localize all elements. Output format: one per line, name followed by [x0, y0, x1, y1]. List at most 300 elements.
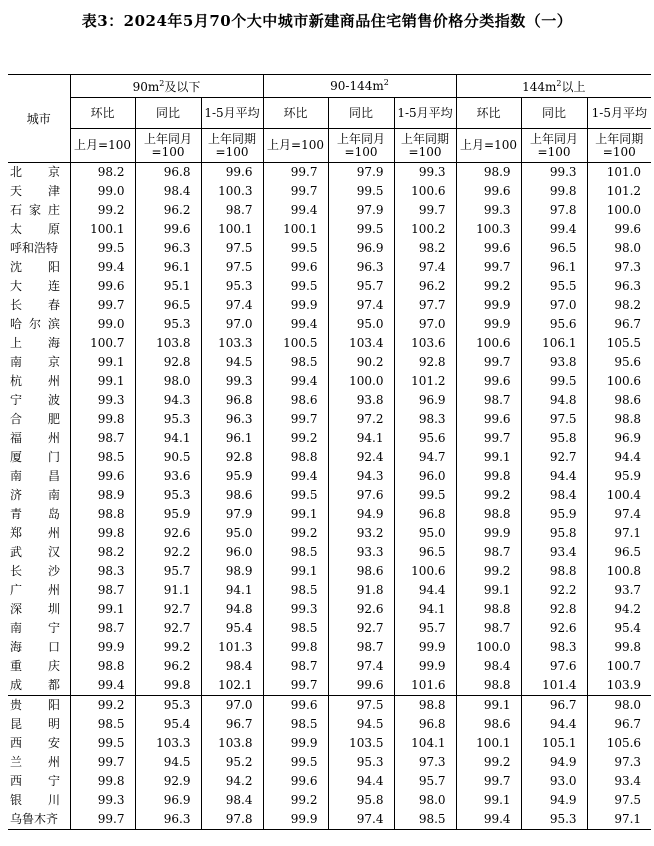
index-value-cell: 92.7 — [135, 619, 201, 638]
city-name: 杭 州 — [10, 374, 60, 388]
city-cell — [8, 372, 70, 391]
index-value-cell: 98.7 — [456, 391, 521, 410]
index-value-cell: 100.7 — [70, 334, 135, 353]
index-value-cell: 100.6 — [394, 562, 456, 581]
index-value-cell: 95.3 — [135, 486, 201, 505]
index-value-cell: 99.5 — [263, 753, 328, 772]
index-value-cell: 98.3 — [70, 562, 135, 581]
index-value-cell: 101.6 — [394, 676, 456, 696]
index-value-cell: 99.1 — [70, 372, 135, 391]
index-value-cell: 98.3 — [394, 410, 456, 429]
city-cell — [8, 429, 70, 448]
index-value-cell: 105.5 — [587, 334, 651, 353]
index-value-cell: 99.3 — [263, 600, 328, 619]
table-row — [8, 543, 651, 562]
index-value-cell: 99.7 — [70, 753, 135, 772]
index-value-cell: 95.3 — [135, 315, 201, 334]
index-value-cell: 99.1 — [70, 600, 135, 619]
metric-header: 1-5月平均 — [201, 98, 263, 129]
index-value-cell: 99.7 — [263, 676, 328, 696]
index-value-cell: 96.9 — [328, 239, 394, 258]
index-value-cell: 99.9 — [263, 296, 328, 315]
base-header: 上月=100 — [70, 129, 135, 163]
table-row — [8, 676, 651, 696]
index-value-cell: 100.1 — [201, 220, 263, 239]
index-value-cell: 103.6 — [394, 334, 456, 353]
city-name: 兰 州 — [10, 755, 60, 769]
index-value-cell: 93.4 — [521, 543, 587, 562]
base-header: 上年同期=100 — [201, 129, 263, 163]
table-row — [8, 638, 651, 657]
index-value-cell: 97.6 — [521, 657, 587, 676]
city-cell — [8, 562, 70, 581]
index-value-cell: 99.9 — [456, 315, 521, 334]
table-row — [8, 429, 651, 448]
index-value-cell: 93.8 — [521, 353, 587, 372]
index-value-cell: 99.6 — [263, 696, 328, 716]
table-row — [8, 505, 651, 524]
index-value-cell: 97.4 — [394, 258, 456, 277]
index-value-cell: 99.6 — [263, 772, 328, 791]
index-value-cell: 98.4 — [521, 486, 587, 505]
city-cell — [8, 543, 70, 562]
metric-header: 同比 — [328, 98, 394, 129]
index-value-cell: 97.5 — [587, 791, 651, 810]
table-row — [8, 372, 651, 391]
index-value-cell: 97.4 — [328, 810, 394, 830]
index-value-cell: 104.1 — [394, 734, 456, 753]
index-value-cell: 97.9 — [201, 505, 263, 524]
index-value-cell: 100.0 — [328, 372, 394, 391]
index-value-cell: 99.7 — [263, 410, 328, 429]
table-row — [8, 791, 651, 810]
index-value-cell: 99.2 — [456, 562, 521, 581]
size-group-base: 90-144m — [330, 79, 384, 93]
size-group-header — [70, 75, 263, 98]
index-value-cell: 94.9 — [521, 791, 587, 810]
index-value-cell: 98.2 — [394, 239, 456, 258]
index-value-cell: 93.3 — [328, 543, 394, 562]
index-value-cell: 99.5 — [394, 486, 456, 505]
index-value-cell: 94.4 — [394, 581, 456, 600]
table-row — [8, 619, 651, 638]
city-cell — [8, 334, 70, 353]
index-value-cell: 95.4 — [135, 715, 201, 734]
index-value-cell: 99.6 — [456, 410, 521, 429]
index-value-cell: 95.8 — [521, 429, 587, 448]
index-value-cell: 94.4 — [587, 448, 651, 467]
index-value-cell: 100.2 — [394, 220, 456, 239]
index-value-cell: 97.8 — [521, 201, 587, 220]
index-value-cell: 96.1 — [201, 429, 263, 448]
index-value-cell: 100.1 — [456, 734, 521, 753]
index-value-cell: 99.5 — [263, 277, 328, 296]
index-value-cell: 99.7 — [456, 353, 521, 372]
table-row — [8, 391, 651, 410]
index-value-cell: 96.2 — [135, 657, 201, 676]
index-value-cell: 98.8 — [521, 562, 587, 581]
city-cell — [8, 239, 70, 258]
index-value-cell: 99.3 — [394, 163, 456, 183]
base-header: 上月=100 — [263, 129, 328, 163]
index-value-cell: 97.5 — [201, 258, 263, 277]
table-row — [8, 467, 651, 486]
size-group-exponent: 2 — [159, 78, 165, 88]
city-name: 石 家 庄 — [10, 203, 60, 217]
index-value-cell: 98.9 — [201, 562, 263, 581]
city-cell — [8, 619, 70, 638]
table-row — [8, 524, 651, 543]
index-value-cell: 99.2 — [70, 201, 135, 220]
index-value-cell: 92.2 — [135, 543, 201, 562]
index-value-cell: 97.4 — [328, 657, 394, 676]
index-value-cell: 98.8 — [263, 448, 328, 467]
index-value-cell: 93.0 — [521, 772, 587, 791]
city-cell — [8, 448, 70, 467]
city-cell — [8, 201, 70, 220]
index-value-cell: 99.6 — [263, 258, 328, 277]
index-value-cell: 92.6 — [521, 619, 587, 638]
index-value-cell: 93.7 — [587, 581, 651, 600]
index-value-cell: 96.5 — [587, 543, 651, 562]
index-value-cell: 99.1 — [456, 581, 521, 600]
city-name: 西 宁 — [10, 774, 60, 788]
index-value-cell: 99.2 — [263, 791, 328, 810]
index-value-cell: 103.9 — [587, 676, 651, 696]
index-value-cell: 98.4 — [201, 791, 263, 810]
city-name: 长 沙 — [10, 564, 60, 578]
index-value-cell: 95.6 — [521, 315, 587, 334]
index-value-cell: 99.9 — [263, 810, 328, 830]
index-value-cell: 99.3 — [70, 791, 135, 810]
index-value-cell: 95.7 — [394, 772, 456, 791]
city-cell — [8, 715, 70, 734]
index-value-cell: 92.7 — [521, 448, 587, 467]
index-value-cell: 95.3 — [201, 277, 263, 296]
index-value-cell: 94.5 — [135, 753, 201, 772]
index-value-cell: 96.5 — [521, 239, 587, 258]
table-row — [8, 201, 651, 220]
index-value-cell: 98.5 — [263, 581, 328, 600]
index-value-cell: 92.7 — [328, 619, 394, 638]
city-name: 乌鲁木齐 — [10, 812, 59, 826]
size-group-suffix: 以上 — [561, 79, 586, 94]
index-value-cell: 94.9 — [521, 753, 587, 772]
index-value-cell: 98.7 — [328, 638, 394, 657]
size-group-base: 144m — [522, 79, 557, 94]
index-value-cell: 95.4 — [201, 619, 263, 638]
index-value-cell: 96.0 — [201, 543, 263, 562]
base-header: 上年同期=100 — [394, 129, 456, 163]
city-name: 武 汉 — [10, 545, 60, 559]
page-title: 表3：2024年5月70个大中城市新建商品住宅销售价格分类指数（一） — [81, 12, 573, 30]
index-value-cell: 99.6 — [135, 220, 201, 239]
city-name: 青 岛 — [10, 507, 60, 521]
city-cell — [8, 182, 70, 201]
index-value-cell: 93.6 — [135, 467, 201, 486]
city-name: 济 南 — [10, 488, 60, 502]
city-cell — [8, 258, 70, 277]
index-value-cell: 94.5 — [201, 353, 263, 372]
index-value-cell: 99.9 — [456, 524, 521, 543]
city-cell — [8, 505, 70, 524]
index-value-cell: 92.8 — [135, 353, 201, 372]
base-header: 上年同月=100 — [135, 129, 201, 163]
index-value-cell: 99.6 — [456, 182, 521, 201]
index-value-cell: 94.7 — [394, 448, 456, 467]
index-value-cell: 98.5 — [70, 715, 135, 734]
index-value-cell: 99.6 — [456, 239, 521, 258]
index-value-cell: 94.1 — [135, 429, 201, 448]
index-value-cell: 99.7 — [394, 201, 456, 220]
index-value-cell: 100.7 — [587, 657, 651, 676]
city-cell — [8, 581, 70, 600]
index-value-cell: 92.8 — [201, 448, 263, 467]
index-value-cell: 99.4 — [70, 258, 135, 277]
index-value-cell: 98.0 — [135, 372, 201, 391]
city-name: 郑 州 — [10, 526, 60, 540]
index-value-cell: 97.0 — [394, 315, 456, 334]
index-value-cell: 103.4 — [328, 334, 394, 353]
index-value-cell: 94.3 — [328, 467, 394, 486]
index-value-cell: 94.1 — [394, 600, 456, 619]
index-value-cell: 94.3 — [135, 391, 201, 410]
index-value-cell: 97.5 — [521, 410, 587, 429]
table-row — [8, 258, 651, 277]
index-value-cell: 97.0 — [521, 296, 587, 315]
index-value-cell: 101.3 — [201, 638, 263, 657]
index-value-cell: 94.1 — [201, 581, 263, 600]
index-value-cell: 95.6 — [587, 353, 651, 372]
index-value-cell: 94.4 — [328, 772, 394, 791]
index-value-cell: 100.3 — [201, 182, 263, 201]
index-value-cell: 97.5 — [201, 239, 263, 258]
metric-header: 1-5月平均 — [394, 98, 456, 129]
index-value-cell: 99.8 — [521, 182, 587, 201]
city-name: 海 口 — [10, 640, 60, 654]
index-value-cell: 99.1 — [456, 696, 521, 716]
index-value-cell: 99.1 — [70, 353, 135, 372]
index-value-cell: 99.6 — [587, 220, 651, 239]
index-value-cell: 98.8 — [456, 676, 521, 696]
metric-header: 1-5月平均 — [587, 98, 651, 129]
index-value-cell: 95.4 — [587, 619, 651, 638]
index-value-cell: 96.2 — [135, 201, 201, 220]
index-value-cell: 98.7 — [70, 581, 135, 600]
index-value-cell: 99.5 — [263, 486, 328, 505]
city-cell — [8, 524, 70, 543]
city-cell — [8, 753, 70, 772]
index-value-cell: 95.2 — [201, 753, 263, 772]
city-name: 天 津 — [10, 184, 60, 198]
index-value-cell: 97.8 — [201, 810, 263, 830]
table-row — [8, 220, 651, 239]
index-value-cell: 98.7 — [456, 543, 521, 562]
index-value-cell: 103.3 — [201, 334, 263, 353]
index-value-cell: 98.5 — [394, 810, 456, 830]
index-value-cell: 95.0 — [201, 524, 263, 543]
index-value-cell: 99.4 — [521, 220, 587, 239]
city-cell — [8, 696, 70, 716]
city-name: 南 宁 — [10, 621, 60, 635]
index-value-cell: 99.9 — [263, 734, 328, 753]
index-value-cell: 99.7 — [456, 258, 521, 277]
index-value-cell: 99.3 — [201, 372, 263, 391]
index-value-cell: 99.8 — [263, 638, 328, 657]
index-value-cell: 98.8 — [456, 600, 521, 619]
index-value-cell: 98.8 — [456, 505, 521, 524]
index-value-cell: 95.9 — [135, 505, 201, 524]
index-value-cell: 98.0 — [587, 696, 651, 716]
index-value-cell: 96.0 — [394, 467, 456, 486]
city-name: 广 州 — [10, 583, 60, 597]
city-cell — [8, 638, 70, 657]
index-value-cell: 95.3 — [135, 696, 201, 716]
index-value-cell: 94.2 — [201, 772, 263, 791]
city-name: 呼和浩特 — [10, 241, 59, 255]
index-value-cell: 97.4 — [328, 296, 394, 315]
city-cell — [8, 315, 70, 334]
index-value-cell: 92.8 — [394, 353, 456, 372]
index-value-cell: 101.0 — [587, 163, 651, 183]
index-value-cell: 98.5 — [263, 543, 328, 562]
size-group-exponent: 2 — [556, 78, 562, 88]
index-value-cell: 98.5 — [263, 715, 328, 734]
index-value-cell: 99.5 — [263, 239, 328, 258]
index-value-cell: 98.7 — [456, 619, 521, 638]
base-header: 上年同期=100 — [587, 129, 651, 163]
index-value-cell: 98.8 — [587, 410, 651, 429]
metric-header: 同比 — [521, 98, 587, 129]
table-row — [8, 753, 651, 772]
index-value-cell: 97.0 — [201, 696, 263, 716]
index-value-cell: 99.5 — [521, 372, 587, 391]
city-name: 南 昌 — [10, 469, 60, 483]
index-value-cell: 99.0 — [70, 315, 135, 334]
city-name: 重 庆 — [10, 659, 60, 673]
index-value-cell: 101.2 — [587, 182, 651, 201]
index-value-cell: 99.2 — [456, 486, 521, 505]
index-value-cell: 98.6 — [263, 391, 328, 410]
index-value-cell: 96.5 — [135, 296, 201, 315]
index-value-cell: 98.2 — [70, 163, 135, 183]
index-value-cell: 96.7 — [201, 715, 263, 734]
index-value-cell: 100.5 — [263, 334, 328, 353]
index-value-cell: 98.4 — [201, 657, 263, 676]
index-value-cell: 97.9 — [328, 163, 394, 183]
table-row — [8, 486, 651, 505]
index-value-cell: 99.8 — [70, 410, 135, 429]
index-value-cell: 96.9 — [394, 391, 456, 410]
index-value-cell: 99.9 — [456, 296, 521, 315]
index-value-cell: 95.8 — [521, 524, 587, 543]
table-row — [8, 334, 651, 353]
index-value-cell: 96.1 — [521, 258, 587, 277]
index-value-cell: 99.4 — [263, 315, 328, 334]
index-value-cell: 99.6 — [328, 676, 394, 696]
index-value-cell: 96.2 — [394, 277, 456, 296]
index-value-cell: 99.7 — [70, 296, 135, 315]
index-value-cell: 97.5 — [328, 696, 394, 716]
city-cell — [8, 791, 70, 810]
index-value-cell: 96.9 — [587, 429, 651, 448]
size-group-suffix: 及以下 — [164, 79, 201, 94]
index-value-cell: 92.8 — [521, 600, 587, 619]
index-value-cell: 99.3 — [70, 391, 135, 410]
index-value-cell: 94.8 — [201, 600, 263, 619]
table-row — [8, 448, 651, 467]
city-name: 贵 阳 — [10, 698, 60, 712]
city-name: 合 肥 — [10, 412, 60, 426]
table-row — [8, 353, 651, 372]
index-value-cell: 98.7 — [70, 619, 135, 638]
base-header: 上年同月=100 — [521, 129, 587, 163]
index-value-cell: 98.7 — [70, 429, 135, 448]
index-value-cell: 101.2 — [394, 372, 456, 391]
table-header — [8, 75, 651, 163]
index-value-cell: 103.8 — [135, 334, 201, 353]
index-value-cell: 99.5 — [70, 734, 135, 753]
index-value-cell: 102.1 — [201, 676, 263, 696]
index-value-cell: 97.6 — [328, 486, 394, 505]
city-cell — [8, 410, 70, 429]
index-value-cell: 93.8 — [328, 391, 394, 410]
city-name: 南 京 — [10, 355, 60, 369]
city-name: 北 京 — [10, 165, 60, 179]
index-value-cell: 98.0 — [587, 239, 651, 258]
index-value-cell: 99.2 — [263, 429, 328, 448]
index-value-cell: 100.6 — [456, 334, 521, 353]
table-row — [8, 734, 651, 753]
index-value-cell: 99.6 — [201, 163, 263, 183]
city-name: 上 海 — [10, 336, 60, 350]
index-value-cell: 101.4 — [521, 676, 587, 696]
index-value-cell: 106.1 — [521, 334, 587, 353]
index-value-cell: 94.4 — [521, 467, 587, 486]
city-name: 银 川 — [10, 793, 60, 807]
table-row — [8, 239, 651, 258]
index-value-cell: 98.5 — [263, 619, 328, 638]
index-value-cell: 98.0 — [394, 791, 456, 810]
table-row — [8, 600, 651, 619]
index-value-cell: 99.5 — [70, 239, 135, 258]
index-value-cell: 99.4 — [263, 201, 328, 220]
index-value-cell: 90.5 — [135, 448, 201, 467]
index-value-cell: 98.8 — [70, 657, 135, 676]
city-cell — [8, 296, 70, 315]
index-value-cell: 97.1 — [587, 810, 651, 830]
metric-header: 环比 — [70, 98, 135, 129]
city-cell — [8, 734, 70, 753]
index-value-cell: 98.8 — [394, 696, 456, 716]
metric-header: 同比 — [135, 98, 201, 129]
index-value-cell: 100.8 — [587, 562, 651, 581]
index-value-cell: 92.9 — [135, 772, 201, 791]
index-value-cell: 97.4 — [201, 296, 263, 315]
index-value-cell: 98.6 — [328, 562, 394, 581]
index-value-cell: 99.2 — [456, 277, 521, 296]
index-value-cell: 99.4 — [70, 676, 135, 696]
index-value-cell: 95.9 — [201, 467, 263, 486]
index-value-cell: 98.4 — [135, 182, 201, 201]
metric-header: 环比 — [456, 98, 521, 129]
index-value-cell: 99.7 — [456, 429, 521, 448]
index-value-cell: 99.1 — [263, 505, 328, 524]
index-value-cell: 96.5 — [394, 543, 456, 562]
city-name: 沈 阳 — [10, 260, 60, 274]
index-value-cell: 92.4 — [328, 448, 394, 467]
table-row — [8, 296, 651, 315]
